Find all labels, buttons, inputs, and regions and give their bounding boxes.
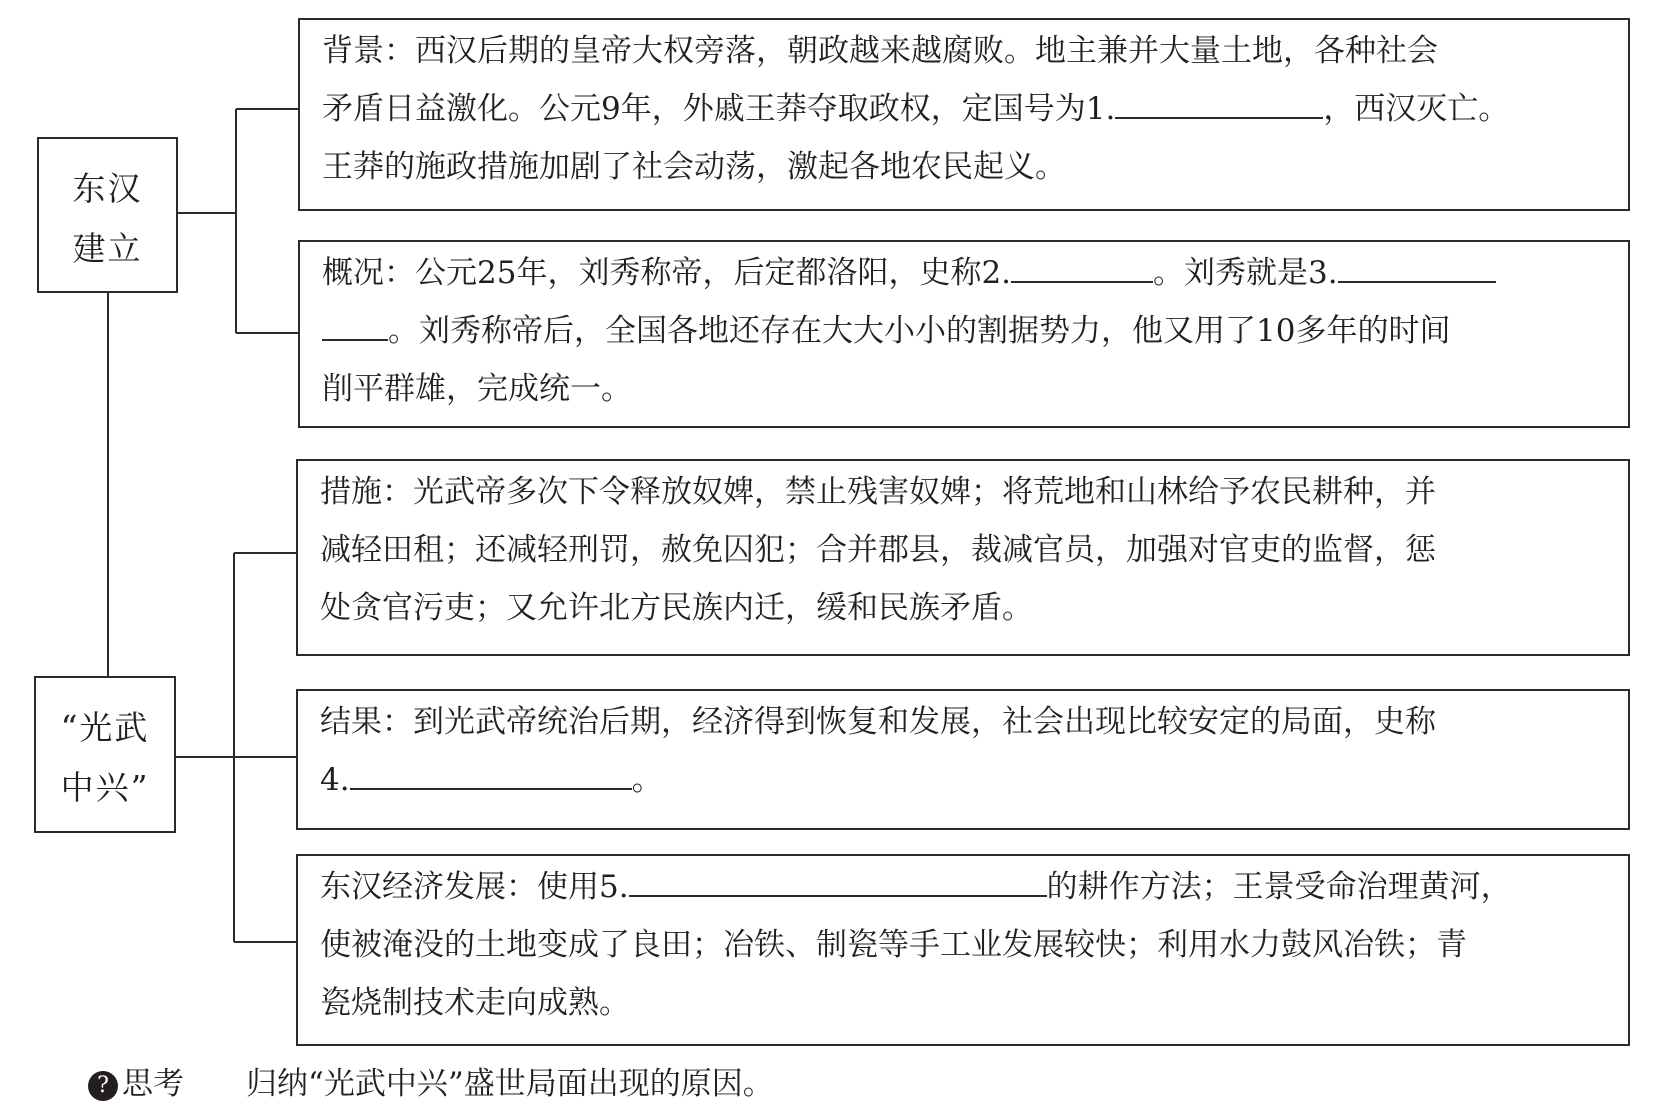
node-guangwu-zhongxing [34,676,176,833]
gaikuang-line-1-text-b: 。刘秀就是3. [1153,255,1338,291]
node-guangwu-line1: “光武 [60,708,150,747]
box-gaikuang [298,240,1630,428]
jieguo-line-2-text-b: 。 [631,762,663,798]
footer-question-text: 思考 归纳“光武中兴”盛世局面出现的原因。 [122,1066,774,1102]
box-jingji [296,854,1630,1046]
beijing-line-2-text-b: ，西汉灭亡。 [1323,91,1510,127]
cuoshi-line-3: 处贪官污吏；又允许北方民族内迁，缓和民族矛盾。 [320,590,1033,626]
gaikuang-line-2 [322,302,1606,360]
blank-4[interactable] [350,756,632,790]
question-icon: ? [88,1071,118,1101]
beijing-line-3: 王莽的施政措施加剧了社会动荡，激起各地农民起义。 [322,149,1066,185]
cuoshi-line-2: 减轻田租；还减轻刑罚，赦免囚犯；合并郡县，裁减官员，加强对官吏的监督，惩 [320,532,1436,568]
node-donghan-jianli-line2: 建立 [72,229,143,268]
blank-3[interactable] [1338,249,1496,283]
blank-3-continued[interactable] [322,307,388,341]
box-beijing [298,18,1630,211]
blank-5[interactable] [629,863,1047,897]
box-cuoshi [296,459,1630,656]
jingji-line-1-text-b: 的耕作方法；王景受命治理黄河， [1046,869,1512,905]
blank-1[interactable] [1115,85,1323,119]
node-donghan-jianli-line1: 东汉 [72,169,143,208]
box-jieguo [296,689,1630,830]
node-guangwu-line2: 中兴” [60,768,150,807]
node-donghan-jianli [37,137,178,293]
gaikuang-line-1-text-a: 概况：公元25年，刘秀称帝，后定都洛阳，史称2. [322,255,1012,291]
jingji-line-2: 使被淹没的土地变成了良田；冶铁、制瓷等手工业发展较快；利用水力鼓风冶铁；青 [320,927,1467,963]
cuoshi-line-1: 措施：光武帝多次下令释放奴婢，禁止残害奴婢；将荒地和山林给予农民耕种，并 [320,474,1436,510]
gaikuang-line-2-text: 。刘秀称帝后，全国各地还存在大大小小的割据势力，他又用了10多年的时间 [388,313,1451,349]
blank-2[interactable] [1011,249,1153,283]
jieguo-line-2 [320,751,1606,809]
gaikuang-line-3: 削平群雄，完成统一。 [322,371,632,407]
beijing-line-2-text-a: 矛盾日益激化。公元9年，外戚王莽夺取政权，定国号为1. [322,91,1116,127]
jingji-line-3: 瓷烧制技术走向成熟。 [320,985,630,1021]
jingji-line-1 [320,858,1606,916]
jieguo-line-1: 结果：到光武帝统治后期，经济得到恢复和发展，社会出现比较安定的局面，史称 [320,704,1436,740]
gaikuang-line-1 [322,244,1606,302]
footer-question [88,1064,774,1104]
jieguo-line-2-text-a: 4. [320,762,350,798]
jingji-line-1-text-a: 东汉经济发展：使用5. [320,869,629,905]
beijing-line-1: 背景：西汉后期的皇帝大权旁落，朝政越来越腐败。地主兼并大量土地，各种社会 [322,33,1438,69]
beijing-line-2 [322,80,1606,138]
